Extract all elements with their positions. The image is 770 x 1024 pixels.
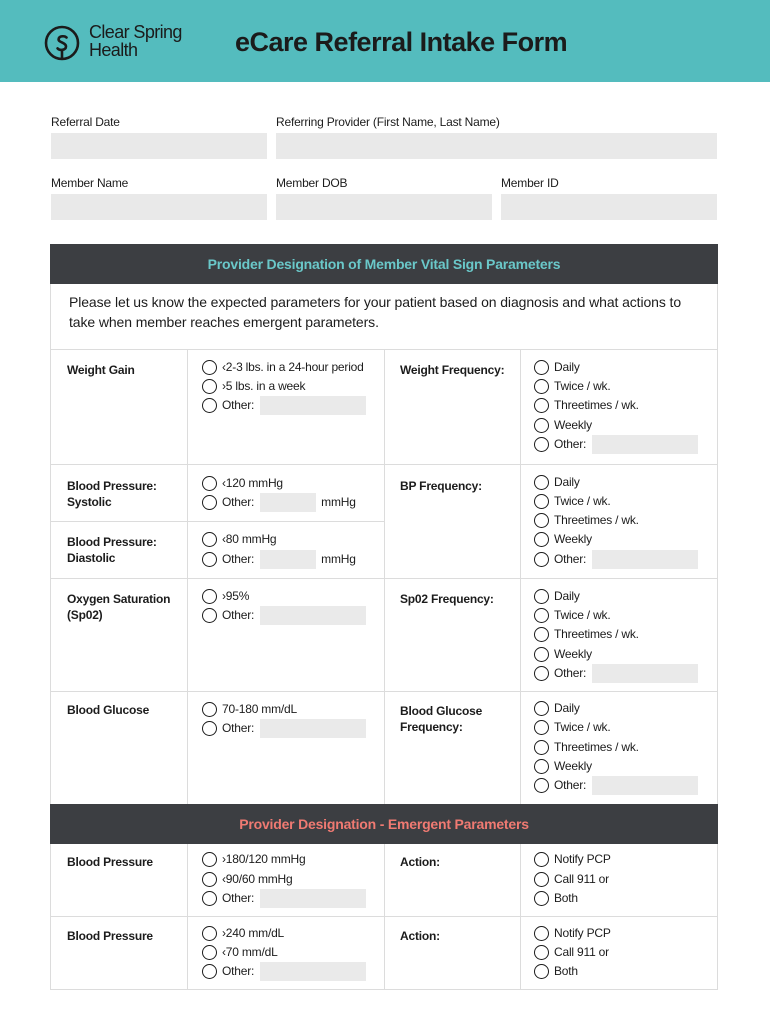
radio-button[interactable] [534,720,549,735]
radio-button[interactable] [202,872,217,887]
radio-button[interactable] [534,360,549,375]
radio-button[interactable] [202,589,217,604]
emergent-option[interactable]: ‹70 mm/dL [202,943,278,961]
radio-button[interactable] [202,552,217,567]
other-input-field[interactable] [592,550,698,569]
frequency-option[interactable]: Daily [534,358,580,376]
bp-frequency-label: BP Frequency: [400,479,482,493]
radio-button[interactable] [202,608,217,623]
radio-button[interactable] [534,872,549,887]
oxygen-option[interactable]: Other: [202,606,366,624]
weight-gain-option[interactable]: Other: [202,396,366,414]
table-border-right [717,350,718,804]
frequency-option[interactable]: Other: [534,776,698,794]
action-option[interactable]: Call 911 or [534,870,609,888]
radio-button[interactable] [534,532,549,547]
radio-button[interactable] [534,627,549,642]
radio-button[interactable] [534,926,549,941]
other-input-field[interactable] [260,493,316,512]
bp-diastolic-label: Blood Pressure: Diastolic [67,535,157,565]
header-banner [0,0,770,82]
bp-diastolic-option[interactable]: Other: mmHg [202,550,356,568]
frequency-option[interactable]: Weekly [534,416,592,434]
member-id-field[interactable] [501,194,717,220]
member-dob-field[interactable] [276,194,492,220]
glucose-option[interactable]: Other: [202,719,366,737]
radio-button[interactable] [534,589,549,604]
oxygen-option[interactable]: ›95% [202,587,249,605]
frequency-option[interactable]: Threetimes / wk. [534,625,639,643]
table-border-left [50,350,51,804]
radio-button[interactable] [534,398,549,413]
radio-button[interactable] [534,437,549,452]
bp-diastolic-option[interactable]: ‹80 mmHg [202,530,276,548]
referral-date-field[interactable] [51,133,267,159]
table-divider [187,350,188,804]
referring-provider-label: Referring Provider (First Name, Last Name) [276,115,500,129]
action-option[interactable]: Call 911 or [534,943,609,961]
action-option[interactable]: Notify PCP [534,850,611,868]
radio-button[interactable] [202,476,217,491]
radio-button[interactable] [534,494,549,509]
table-border-left [50,844,51,990]
radio-button[interactable] [534,852,549,867]
frequency-option[interactable]: Other: [534,664,698,682]
frequency-option[interactable]: Daily [534,699,580,717]
radio-button[interactable] [534,552,549,567]
sp02-frequency-label: Sp02 Frequency: [400,592,494,606]
glucose-option[interactable]: 70-180 mm/dL [202,700,297,718]
vital-section-intro: Please let us know the expected parameters for your patient based on diagnosis and what actions to take when member reaches emergent parameters. [50,284,718,350]
weight-gain-option[interactable]: ›5 lbs. in a week [202,377,305,395]
radio-button[interactable] [534,418,549,433]
emergent-option[interactable]: ›240 mm/dL [202,924,284,942]
frequency-option[interactable]: Twice / wk. [534,377,610,395]
radio-button[interactable] [202,702,217,717]
glucose-frequency-label: Blood Glucose Frequency: [400,704,483,734]
emergent-option[interactable]: Other: [202,962,366,980]
emergent-option[interactable]: Other: [202,889,366,907]
table-divider [520,350,521,804]
weight-gain-option[interactable]: ‹2-3 lbs. in a 24-hour period [202,358,364,376]
table-divider [384,844,385,990]
other-input-field[interactable] [592,664,698,683]
bp-systolic-label: Blood Pressure: Systolic [67,479,157,509]
radio-button[interactable] [202,852,217,867]
frequency-option[interactable]: Twice / wk. [534,606,610,624]
frequency-option[interactable]: Daily [534,473,580,491]
page-title: eCare Referral Intake Form [235,27,568,57]
table-row-divider [50,521,385,522]
emergent-bp-label: Blood Pressure [67,855,153,869]
radio-button[interactable] [202,360,217,375]
frequency-option[interactable]: Threetimes / wk. [534,396,639,414]
table-divider [187,844,188,990]
radio-button[interactable] [534,778,549,793]
blood-glucose-label: Blood Glucose [67,703,150,717]
table-row-divider [50,578,718,579]
frequency-option[interactable]: Other: [534,550,698,568]
frequency-option[interactable]: Other: [534,435,698,453]
weight-gain-label: Weight Gain [67,363,135,377]
radio-button[interactable] [202,495,217,510]
radio-button[interactable] [534,759,549,774]
frequency-option[interactable]: Twice / wk. [534,718,610,736]
referring-provider-field[interactable] [276,133,717,159]
radio-button[interactable] [202,945,217,960]
table-divider [520,844,521,990]
radio-button[interactable] [534,475,549,490]
action-option[interactable]: Both [534,962,578,980]
radio-button[interactable] [202,926,217,941]
frequency-option[interactable]: Twice / wk. [534,492,610,510]
referral-date-label: Referral Date [51,115,120,129]
radio-button[interactable] [534,666,549,681]
frequency-option[interactable]: Weekly [534,757,592,775]
bp-systolic-option[interactable]: ‹120 mmHg [202,474,283,492]
action-option[interactable]: Both [534,889,578,907]
vital-section-header: Provider Designation of Member Vital Sign Parameters [50,244,718,284]
logo-wordmark [89,23,182,59]
frequency-option[interactable]: Daily [534,587,580,605]
other-input-field[interactable] [592,435,698,454]
table-divider [384,350,385,804]
table-border-right [717,844,718,990]
member-dob-label: Member DOB [276,176,348,190]
radio-button[interactable] [534,379,549,394]
radio-button[interactable] [534,964,549,979]
other-input-field[interactable] [260,719,366,738]
radio-button[interactable] [534,945,549,960]
radio-button[interactable] [202,891,217,906]
radio-button[interactable] [534,701,549,716]
clear-spring-logo-icon [44,25,80,61]
radio-button[interactable] [534,513,549,528]
emergent-option[interactable]: ›180/120 mmHg [202,850,305,868]
other-input-field[interactable] [260,606,366,625]
emergent-option[interactable]: ‹90/60 mmHg [202,870,293,888]
action-label: Action: [400,929,440,943]
table-row-divider [50,464,718,465]
radio-button[interactable] [202,379,217,394]
table-border-bottom [50,989,718,990]
member-name-field[interactable] [51,194,267,220]
other-input-field[interactable] [260,889,366,908]
radio-button[interactable] [534,608,549,623]
frequency-option[interactable]: Threetimes / wk. [534,511,639,529]
frequency-option[interactable]: Threetimes / wk. [534,738,639,756]
other-input-field[interactable] [260,550,316,569]
other-input-field[interactable] [260,962,366,981]
logo-text-line1: Clear Spring [89,22,182,42]
radio-button[interactable] [202,964,217,979]
emergent-section-header: Provider Designation - Emergent Parameters [50,804,718,844]
radio-button[interactable] [534,891,549,906]
other-input-field[interactable] [260,396,366,415]
brand-logo [44,22,194,66]
frequency-option[interactable]: Weekly [534,530,592,548]
radio-button[interactable] [202,398,217,413]
table-row-divider [50,916,718,917]
radio-button[interactable] [534,740,549,755]
weight-frequency-label: Weight Frequency: [400,363,505,377]
radio-button[interactable] [202,721,217,736]
table-row-divider [50,691,718,692]
emergent-bp-label: Blood Pressure [67,929,153,943]
oxygen-saturation-label: Oxygen Saturation (Sp02) [67,592,171,622]
logo-text-line2: Health [89,40,138,60]
other-input-field[interactable] [592,776,698,795]
member-id-label: Member ID [501,176,559,190]
radio-button[interactable] [202,532,217,547]
member-name-label: Member Name [51,176,129,190]
frequency-option[interactable]: Weekly [534,645,592,663]
action-option[interactable]: Notify PCP [534,924,611,942]
bp-systolic-option[interactable]: Other: mmHg [202,493,356,511]
action-label: Action: [400,855,440,869]
radio-button[interactable] [534,647,549,662]
